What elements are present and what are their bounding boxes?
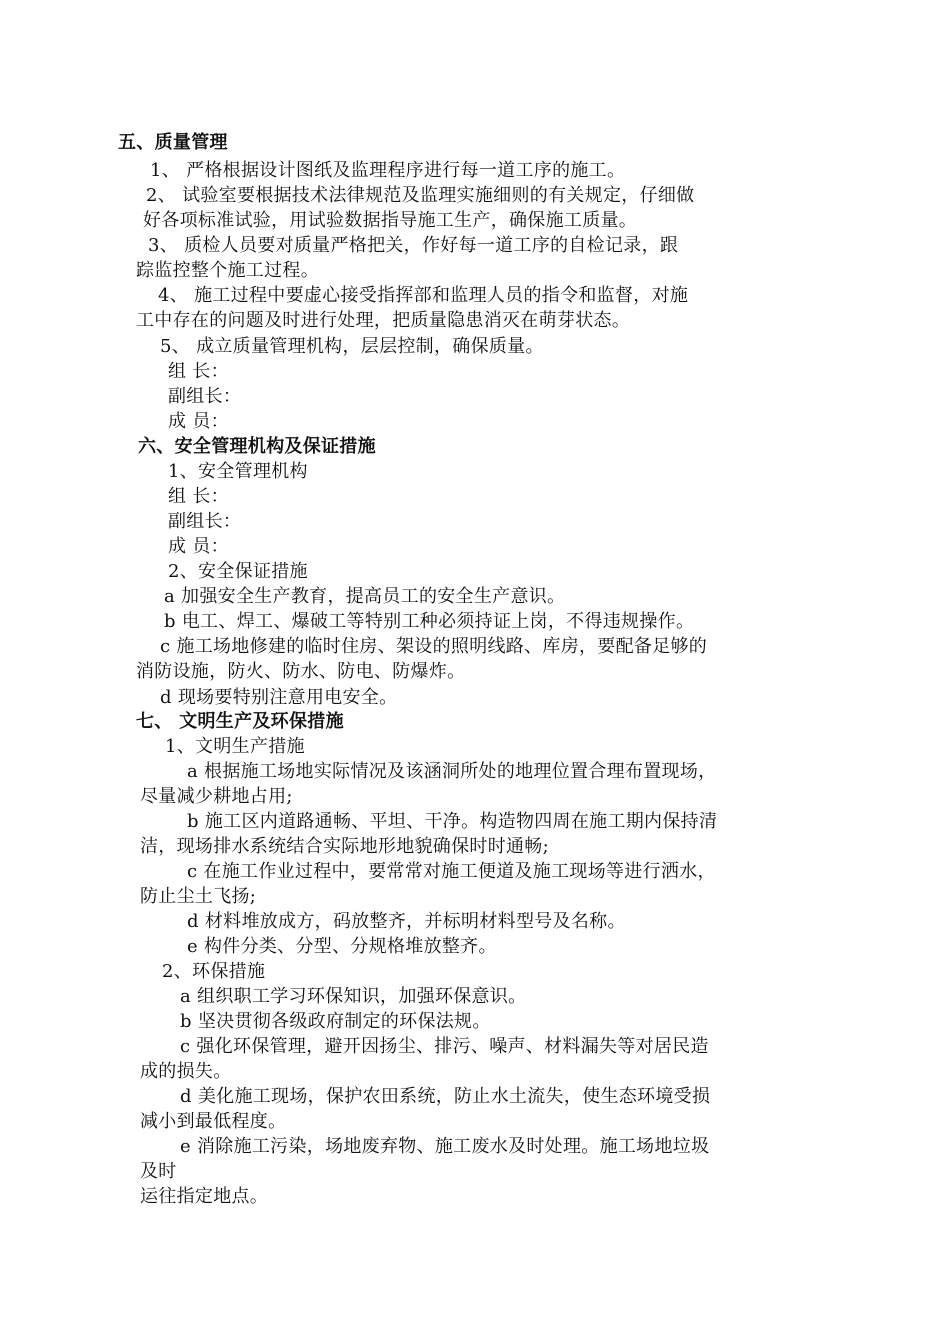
s6-item-c-line2: 消防设施，防火、防水、防电、防爆炸。 [136, 661, 466, 682]
s5-item-2-line2: 好各项标准试验，用试验数据指导施工生产，确保施工质量。 [143, 210, 638, 231]
s7-item-a-line2: 尽量减少耕地占用; [140, 786, 293, 807]
s7-item-c-line1: c 在施工作业过程中，要常常对施工便道及施工现场等进行洒水， [187, 861, 716, 882]
s7-item-e: e 构件分类、分型、分规格堆放整齐。 [187, 936, 497, 957]
section-5-heading: 五、质量管理 [118, 132, 228, 153]
s7-env-d-line2: 减小到最低程度。 [140, 1111, 287, 1132]
s7-sub-1: 1、文明生产措施 [165, 736, 305, 757]
s5-item-3-line1: 3、 质检人员要对质量严格把关，作好每一道工序的自检记录，跟 [148, 235, 679, 256]
s7-env-b: b 坚决贯彻各级政府制定的环保法规。 [180, 1011, 491, 1032]
s7-sub-2: 2、环保措施 [162, 961, 266, 982]
s7-env-e-line1: e 消除施工污染，场地废弃物、施工废水及时处理。施工场地垃圾 [180, 1136, 710, 1157]
s5-item-2-line1: 2、 试验室要根据技术法律规范及监理实施细则的有关规定，仔细做 [146, 185, 695, 206]
s7-env-c-line1: c 强化环保管理，避开因扬尘、排污、噪声、材料漏失等对居民造 [180, 1036, 709, 1057]
s6-item-d: d 现场要特别注意用电安全。 [160, 687, 398, 708]
s6-sub-2: 2、安全保证措施 [168, 561, 308, 582]
s5-deputy: 副组长： [168, 386, 242, 407]
s7-item-d: d 材料堆放成方，码放整齐，并标明材料型号及名称。 [187, 911, 626, 932]
s7-item-b-line1: b 施工区内道路通畅、平坦、干净。构造物四周在施工期内保持清 [187, 811, 718, 832]
s6-sub-1: 1、安全管理机构 [168, 461, 308, 482]
s7-env-e-line3: 运往指定地点。 [140, 1186, 269, 1207]
s5-member: 成 员： [168, 411, 229, 432]
s5-leader: 组 长： [168, 361, 229, 382]
s7-item-c-line2: 防止尘土飞扬; [140, 886, 257, 907]
s7-env-c-line2: 成的损失。 [140, 1061, 232, 1082]
s5-item-4-line1: 4、 施工过程中要虚心接受指挥部和监理人员的指令和监督，对施 [158, 285, 689, 306]
s6-deputy: 副组长： [168, 511, 242, 532]
s7-env-a: a 组织职工学习环保知识，加强环保意识。 [180, 986, 527, 1007]
s5-item-3-line2: 踪监控整个施工过程。 [136, 260, 319, 281]
s6-leader: 组 长： [168, 486, 229, 507]
s7-env-e-line2: 及时 [140, 1161, 177, 1182]
s6-member: 成 员： [168, 536, 229, 557]
s5-item-4-line2: 工中存在的问题及时进行处理，把质量隐患消灭在萌芽状态。 [136, 310, 631, 331]
s7-env-d-line1: d 美化施工现场，保护农田系统，防止水土流失，使生态环境受损 [180, 1086, 711, 1107]
section-6-heading: 六、安全管理机构及保证措施 [138, 436, 376, 457]
s6-item-c-line1: c 施工场地修建的临时住房、架设的照明线路、库房，要配备足够的 [160, 636, 708, 657]
s6-item-b: b 电工、焊工、爆破工等特别工种必须持证上岗，不得违规操作。 [164, 611, 695, 632]
s5-item-1: 1、 严格根据设计图纸及监理程序进行每一道工序的施工。 [150, 160, 626, 181]
s7-item-b-line2: 洁，现场排水系统结合实际地形地貌确保时时通畅; [140, 836, 549, 857]
s5-item-5: 5、 成立质量管理机构，层层控制，确保质量。 [160, 336, 544, 357]
s6-item-a: a 加强安全生产教育，提高员工的安全生产意识。 [164, 586, 566, 607]
s7-item-a-line1: a 根据施工场地实际情况及该涵洞所处的地理位置合理布置现场， [187, 761, 717, 782]
section-7-heading: 七、 文明生产及环保措施 [136, 711, 344, 732]
